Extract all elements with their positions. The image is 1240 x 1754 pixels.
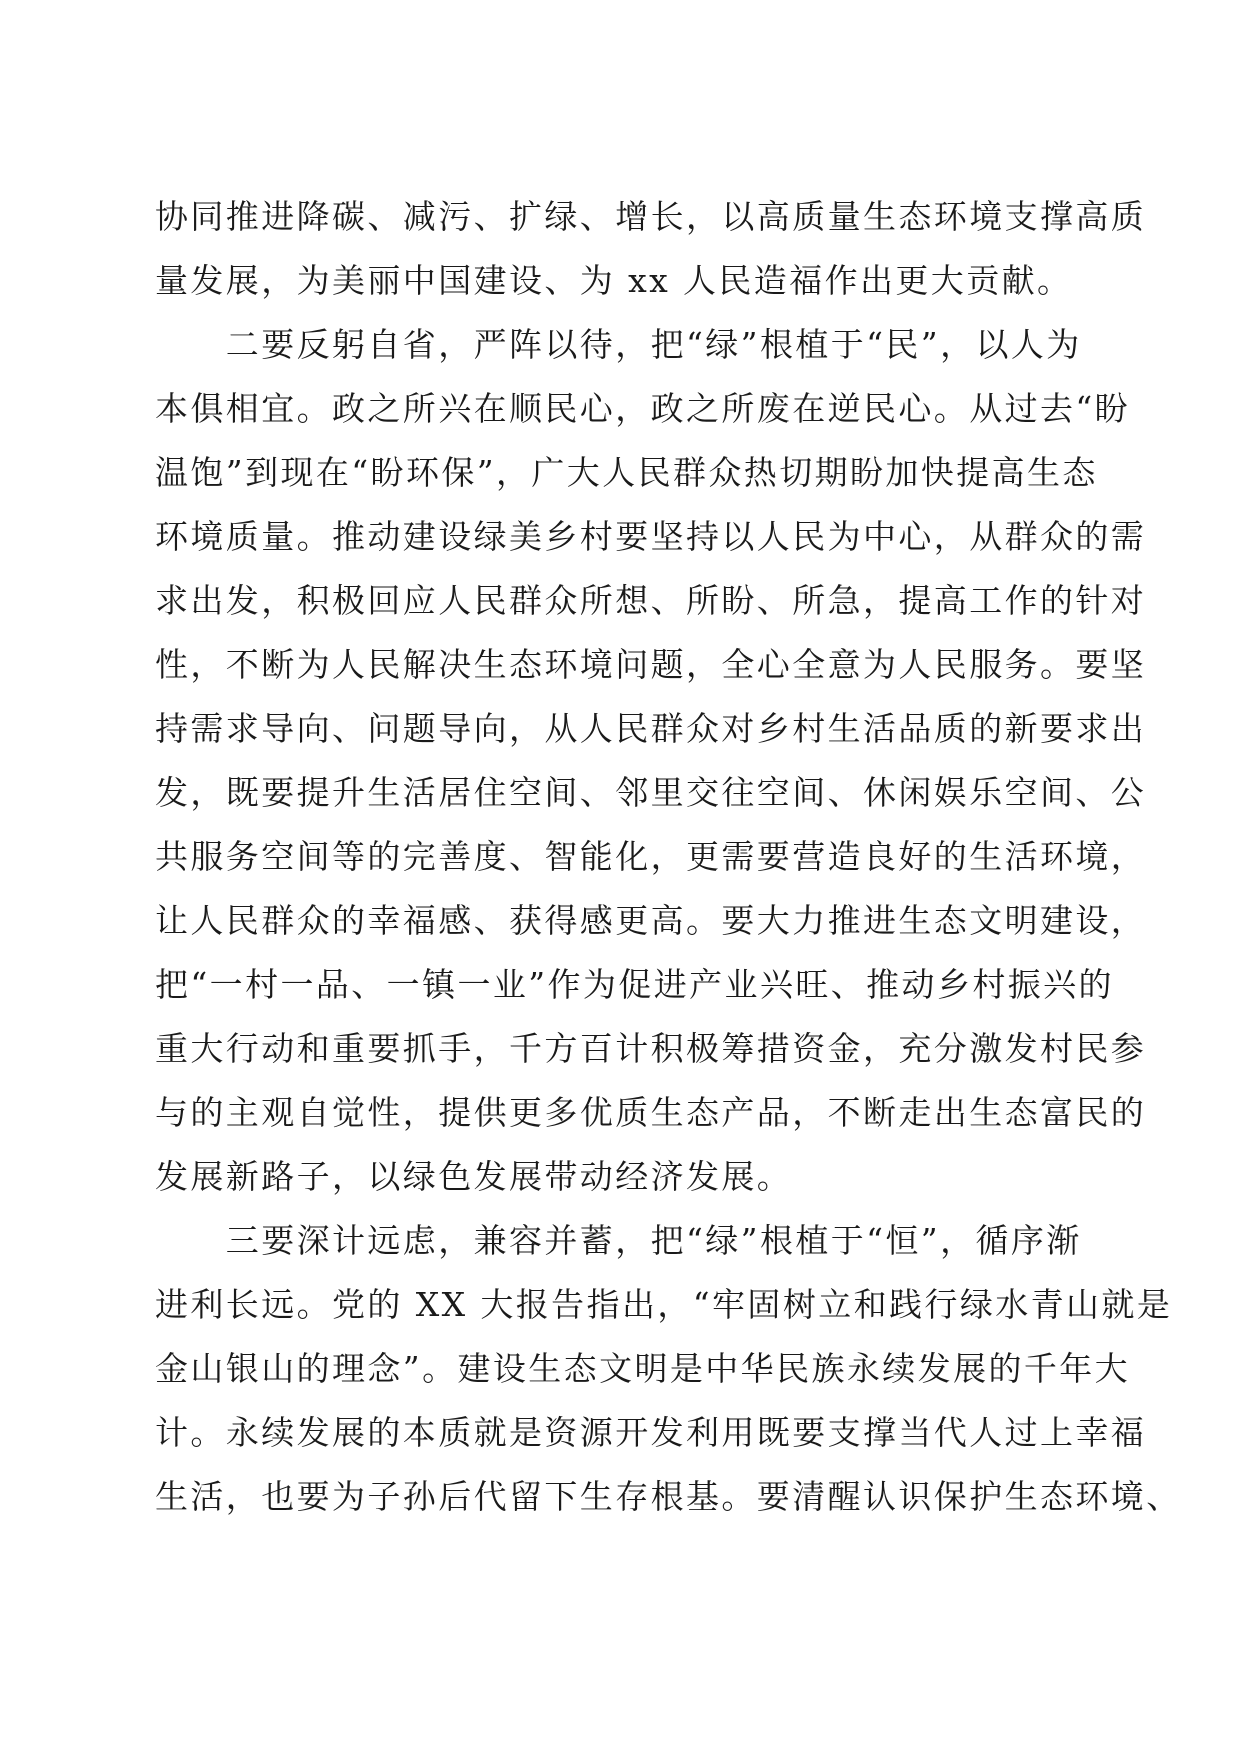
text-line: 量发展，为美丽中国建设、为 xx 人民造福作出更大贡献。 [155, 261, 1073, 300]
text-line: 金山银山的理念”。建设生态文明是中华民族永续发展的千年大 [155, 1349, 1131, 1388]
text-line: 协同推进降碳、减污、扩绿、增长，以高质量生态环境支撑高质 [155, 197, 1147, 236]
text-line: 环境质量。推动建设绿美乡村要坚持以人民为中心，从群众的需 [155, 517, 1147, 556]
text-line: 本俱相宜。政之所兴在顺民心，政之所废在逆民心。从过去“盼 [155, 389, 1131, 428]
paragraph-start-line: 三要深计远虑，兼容并蓄，把“绿”根植于“恒”，循序渐 [155, 1221, 1082, 1260]
body-text [155, 185, 1182, 1529]
text-line: 把“一村一品、一镇一业”作为促进产业兴旺、推动乡村振兴的 [155, 965, 1114, 1004]
text-line: 温饱”到现在“盼环保”，广大人民群众热切期盼加快提高生态 [155, 453, 1098, 492]
paragraph-start-line: 二要反躬自省，严阵以待，把“绿”根植于“民”，以人为 [155, 325, 1082, 364]
text-line: 共服务空间等的完善度、智能化，更需要营造良好的生活环境， [155, 837, 1147, 876]
text-line: 与的主观自觉性，提供更多优质生态产品，不断走出生态富民的 [155, 1093, 1147, 1132]
text-line: 让人民群众的幸福感、获得感更高。要大力推进生态文明建设， [155, 901, 1147, 940]
text-line: 发展新路子，以绿色发展带动经济发展。 [155, 1157, 793, 1196]
text-line: 计。永续发展的本质就是资源开发利用既要支撑当代人过上幸福 [155, 1413, 1147, 1452]
text-line: 求出发，积极回应人民群众所想、所盼、所急，提高工作的针对 [155, 581, 1147, 620]
text-line: 持需求导向、问题导向，从人民群众对乡村生活品质的新要求出 [155, 709, 1147, 748]
text-line: 进利长远。党的 XX 大报告指出，“牢固树立和践行绿水青山就是 [155, 1285, 1173, 1324]
text-line: 发，既要提升生活居住空间、邻里交往空间、休闲娱乐空间、公 [155, 773, 1147, 812]
text-line: 重大行动和重要抓手，千方百计积极筹措资金，充分激发村民参 [155, 1029, 1147, 1068]
text-line: 生活，也要为子孙后代留下生存根基。要清醒认识保护生态环境、 [155, 1477, 1182, 1516]
text-line: 性，不断为人民解决生态环境问题，全心全意为人民服务。要坚 [155, 645, 1147, 684]
